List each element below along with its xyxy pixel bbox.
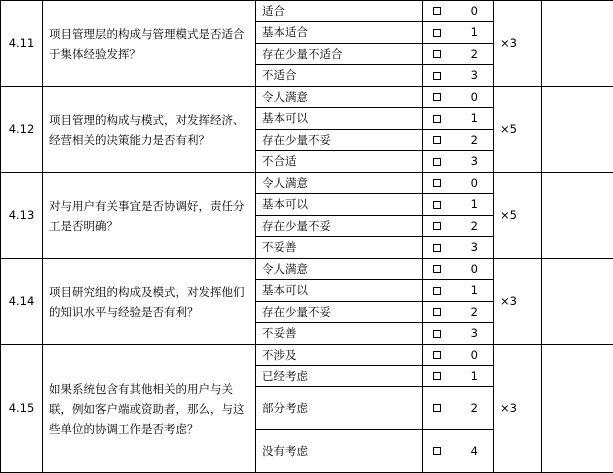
score-cell[interactable] — [542, 87, 613, 173]
checkbox[interactable] — [433, 179, 441, 187]
option-choice[interactable] — [423, 65, 494, 87]
option-choice[interactable] — [423, 216, 494, 237]
question-text: 项目研究组的构成及模式，对发挥他们的知识水平与经验是否有利？ — [43, 259, 256, 345]
question-text: 项目管理的构成与模式，对发挥经济、经营相关的决策能力是否有利？ — [43, 87, 256, 173]
checkbox[interactable] — [433, 244, 441, 252]
weight-multiplier: ×3 — [494, 1, 542, 87]
option-choice[interactable] — [423, 194, 494, 216]
option-label: 部分考虑 — [256, 387, 423, 430]
question-number: 4.15 — [1, 345, 43, 473]
option-label: 基本可以 — [256, 280, 423, 302]
question-number: 4.13 — [1, 173, 43, 259]
option-choice[interactable] — [423, 151, 494, 173]
option-score: 4 — [471, 444, 478, 459]
checkbox[interactable] — [433, 50, 441, 58]
option-label: 基本可以 — [256, 108, 423, 130]
option-choice[interactable] — [423, 108, 494, 130]
option-score: 0 — [471, 90, 478, 105]
option-label: 没有考虑 — [256, 430, 423, 473]
checkbox[interactable] — [433, 330, 441, 338]
question-text: 如果系统包含有其他相关的用户与关联，例如客户端或资助者，那么，与这些单位的协调工作是否考虑？ — [43, 345, 256, 473]
option-score: 1 — [471, 111, 478, 126]
option-score: 3 — [471, 68, 478, 83]
weight-multiplier: ×3 — [494, 259, 542, 345]
weight-multiplier: ×5 — [494, 87, 542, 173]
checkbox[interactable] — [433, 136, 441, 144]
checkbox[interactable] — [433, 201, 441, 209]
option-score: 1 — [471, 197, 478, 212]
score-cell[interactable] — [542, 1, 613, 87]
table-row — [1, 259, 613, 280]
table-row — [1, 345, 613, 366]
option-label: 已经考虑 — [256, 366, 423, 387]
question-number: 4.11 — [1, 1, 43, 87]
question-number: 4.12 — [1, 87, 43, 173]
option-choice[interactable] — [423, 173, 494, 194]
score-cell[interactable] — [542, 259, 613, 345]
option-label: 存在少量不妥 — [256, 302, 423, 323]
option-label: 存在少量不妥 — [256, 216, 423, 237]
option-score: 2 — [471, 401, 478, 416]
option-choice[interactable] — [423, 280, 494, 302]
checkbox[interactable] — [433, 351, 441, 359]
table-row — [1, 173, 613, 194]
score-cell[interactable] — [542, 345, 613, 473]
question-number: 4.14 — [1, 259, 43, 345]
option-score: 2 — [471, 47, 478, 62]
option-label: 令人满意 — [256, 259, 423, 280]
option-choice[interactable] — [423, 44, 494, 65]
option-score: 1 — [471, 283, 478, 298]
option-choice[interactable] — [423, 259, 494, 280]
option-label: 令人满意 — [256, 87, 423, 108]
checkbox[interactable] — [433, 29, 441, 37]
weight-multiplier: ×3 — [494, 345, 542, 473]
option-choice[interactable] — [423, 87, 494, 108]
weight-multiplier: ×5 — [494, 173, 542, 259]
option-label: 不妥善 — [256, 323, 423, 345]
checkbox[interactable] — [433, 222, 441, 230]
option-choice[interactable] — [423, 387, 494, 430]
option-score: 0 — [471, 262, 478, 277]
checkbox[interactable] — [433, 158, 441, 166]
option-score: 0 — [471, 348, 478, 363]
question-text: 项目管理层的构成与管理模式是否适合于集体经验发挥？ — [43, 1, 256, 87]
option-choice[interactable] — [423, 366, 494, 387]
option-score: 0 — [471, 4, 478, 19]
question-text: 对与用户有关事宜是否协调好，责任分工是否明确？ — [43, 173, 256, 259]
option-choice[interactable] — [423, 323, 494, 345]
option-label: 不妥善 — [256, 237, 423, 259]
option-label: 基本适合 — [256, 22, 423, 44]
option-score: 0 — [471, 176, 478, 191]
checkbox[interactable] — [433, 308, 441, 316]
checkbox[interactable] — [433, 287, 441, 295]
option-score: 2 — [471, 219, 478, 234]
option-choice[interactable] — [423, 1, 494, 22]
option-label: 不合适 — [256, 151, 423, 173]
checkbox[interactable] — [433, 404, 441, 412]
option-choice[interactable] — [423, 237, 494, 259]
option-choice[interactable] — [423, 345, 494, 366]
checkbox[interactable] — [433, 447, 441, 455]
option-choice[interactable] — [423, 22, 494, 44]
option-choice[interactable] — [423, 302, 494, 323]
option-label: 存在少量不适合 — [256, 44, 423, 65]
score-cell[interactable] — [542, 173, 613, 259]
option-label: 适合 — [256, 1, 423, 22]
option-label: 不适合 — [256, 65, 423, 87]
table-row — [1, 1, 613, 22]
option-label: 基本可以 — [256, 194, 423, 216]
checkbox[interactable] — [433, 372, 441, 380]
option-score: 1 — [471, 25, 478, 40]
table-row — [1, 87, 613, 108]
option-label: 存在少量不妥 — [256, 130, 423, 151]
checkbox[interactable] — [433, 7, 441, 15]
option-score: 2 — [471, 305, 478, 320]
checkbox[interactable] — [433, 93, 441, 101]
option-choice[interactable] — [423, 430, 494, 473]
checkbox[interactable] — [433, 72, 441, 80]
option-score: 3 — [471, 240, 478, 255]
option-score: 2 — [471, 133, 478, 148]
option-choice[interactable] — [423, 130, 494, 151]
option-score: 3 — [471, 326, 478, 341]
option-score: 1 — [471, 369, 478, 384]
checkbox[interactable] — [433, 265, 441, 273]
option-score: 3 — [471, 154, 478, 169]
option-label: 不涉及 — [256, 345, 423, 366]
checkbox[interactable] — [433, 115, 441, 123]
option-label: 令人满意 — [256, 173, 423, 194]
